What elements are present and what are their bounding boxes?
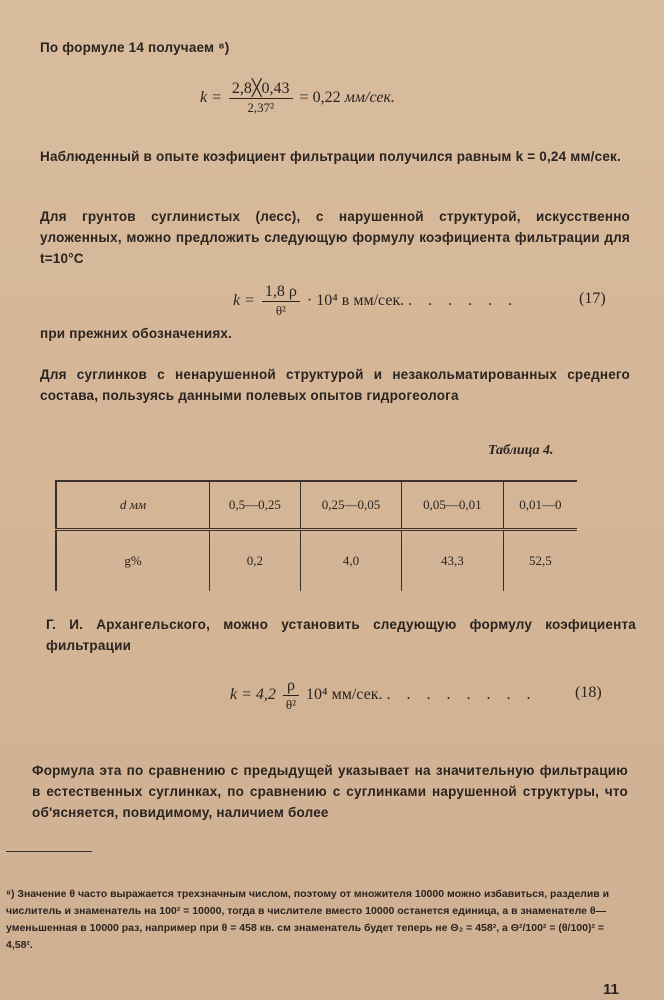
table-cell: 43,3 [402,530,503,592]
formula-18-denominator: θ² [285,697,297,712]
table-cell: 4,0 [300,530,401,592]
formula-16-numerator: 2,8╳0,43 [229,80,293,99]
formula-17 [233,283,613,320]
formula-18-leader: . . . . . . . . [386,686,537,704]
grain-size-table [55,480,577,591]
paragraph-prior-notation: при прежних обозначениях. [40,326,233,341]
table-header-row [56,481,577,530]
table-header-cell: 0,05—0,01 [402,481,503,530]
footnote-8: ⁸) Значение θ часто выражается трехзначным числом, поэтому от множителя 10000 можно избавиться, разделив и числитель и знаменатель на 100² = 10000, тогда в числителе вместо 10000 останется единица, а в знаменателе θ—уменьшенная в 10000 раз, например при θ = 458 кв. см знаменатель будет теперь не Θ₂ = 458², а Θ²/100² = (θ/100)² = 4,58². [6,888,610,951]
table-header-cell: 0,01—0 [503,481,577,530]
formula-16-lhs: k = [200,89,222,107]
paragraph-comparison: Формула эта по сравнению с предыдущей указывает на значительную фильтрацию в естественных суглинках, по сравнению с суглинками нарушенной структуры, что об'ясняется, повидимому, наличием более [32,763,628,820]
formula-17-leader: . . . . . . [408,292,519,310]
paragraph-observed: Наблюденный в опыте коэфициент фильтрации получился равным k = 0,24 мм/сек. [40,149,621,164]
footnote-rule [6,851,92,852]
equation-number-17: (17) [579,290,606,307]
paragraph-undisturbed: Для суглинков с ненарушенной структурой и незакольматированных среднего состава, пользуясь данными полевых опытов гидрогеолога [40,367,630,403]
formula-17-fraction [262,283,300,320]
intro-line: По формуле 14 получаем ⁸) [40,40,230,55]
formula-16 [200,80,395,117]
table-caption: Таблица 4. [488,443,554,458]
table-header-cell: d мм [56,481,210,530]
equation-number-18: (18) [575,684,602,701]
formula-16-unit: мм/сек. [344,89,395,107]
table-cell: 0,2 [210,530,301,592]
table-cell: 52,5 [503,530,577,592]
formula-16-denominator: 2,37² [247,100,275,115]
formula-18 [230,677,580,714]
formula-17-denominator: θ² [275,303,286,318]
formula-18-numerator: ρ [283,677,299,696]
table-cell: g% [56,530,210,592]
formula-16-fraction [229,80,293,117]
formula-18-fraction [283,677,299,714]
formula-17-numerator: 1,8 ρ [262,283,300,302]
formula-17-rhs: · 10⁴ в мм/сек. [306,292,405,310]
table-header-cell: 0,25—0,05 [300,481,401,530]
table-row [56,530,577,592]
paragraph-loess: Для грунтов суглинистых (лесс), с нарушенной структурой, искусственно уложенных, можно предложить следующую формулу коэфициента фильтрации для t=10°C [40,209,630,266]
table-header-cell: 0,5—0,25 [210,481,301,530]
formula-18-lhs: k = 4,2 [230,686,276,704]
page-number: 11 [603,981,619,998]
formula-16-rhs: = 0,22 [299,89,341,107]
paragraph-arkhangelsky: Г. И. Архангельского, можно установить следующую формулу коэфициента фильтрации [46,617,636,653]
formula-17-lhs: k = [233,292,255,310]
formula-18-rhs: 10⁴ мм/сек. [306,686,383,704]
